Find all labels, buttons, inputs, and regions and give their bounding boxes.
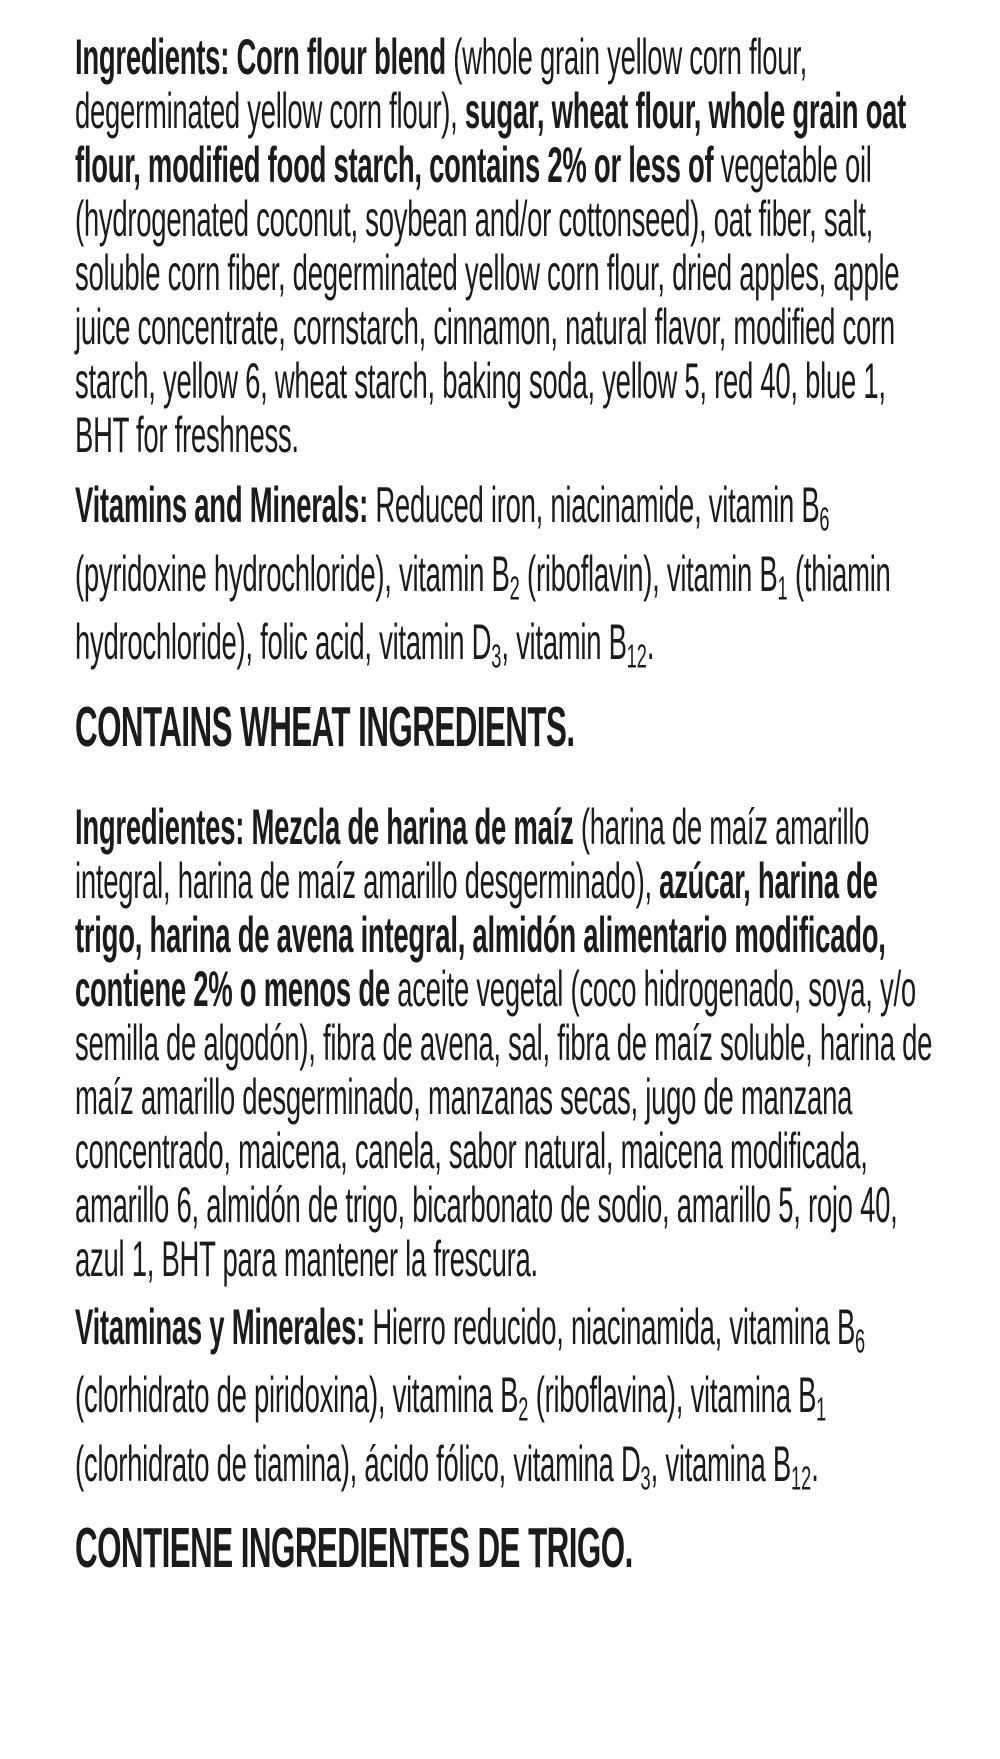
bold-text-run: Vitamins and Minerals:	[75, 477, 376, 533]
bold-text-run: azúcar, harina de trigo, harina de avena integral, almidón alimentario modificado, contiene 2% o menos de	[75, 852, 886, 1017]
text-run: (whole grain yellow corn flour, degerminated yellow corn flour),	[75, 29, 808, 139]
text-run: vegetable oil (hydrogenated coconut, soybean and/or cottonseed), oat fiber, salt, soluble corn fiber, degerminated yellow corn flour, dried apples, apple juice concentrate, cornstarch, cinnamon, natural flavor, modified corn starch, yellow 6, wheat starch, baking soda, yellow 5, red 40, blue 1, BHT for freshness.	[75, 137, 900, 463]
vitamin-subscript: 6	[819, 500, 830, 538]
text-run: (thiamin hydrochloride), folic acid, vitamin D	[75, 545, 891, 671]
vitamin-subscript: 1	[816, 1390, 827, 1428]
text-run: aceite vegetal (coco hidrogenado, soya, y/o semilla de algodón), fibra de avena, sal, fibra de maíz soluble, harina de maíz amarillo desgerminado, manzanas secas, jugo de manzana concentrado, maicena, canela, sabor natural, maicena modificada, amarillo 6, almidón de trigo, bicarbonato de sodio, amarillo 5, rojo 40, azul 1, BHT para mantener la frescura.	[75, 960, 933, 1287]
bold-text-run: sugar, wheat flour, whole grain oat flour, modified food starch, contains 2% or less of	[75, 83, 907, 193]
bold-text-run: Ingredients: Corn flour blend	[75, 29, 454, 85]
allergen-statement-es: CONTIENE INGREDIENTES DE TRIGO.	[75, 1516, 633, 1581]
text-run: , vitamina B	[650, 1435, 791, 1492]
text-run: (riboflavin), vitamin B	[519, 545, 778, 602]
text-run: Reduced iron, niacinamide, vitamin B	[375, 477, 820, 533]
vitamin-subscript: 2	[518, 1390, 529, 1428]
bold-text-run: Vitaminas y Minerales:	[75, 1298, 373, 1355]
vitamin-subscript: 3	[640, 1459, 651, 1497]
vitamin-subscript: 12	[790, 1459, 812, 1497]
vitamin-subscript: 2	[509, 569, 520, 607]
text-run: (riboflavina), vitamina B	[528, 1367, 817, 1424]
paragraph-ingredients-en	[75, 30, 935, 462]
paragraph-ingredients-es	[75, 800, 935, 1286]
vitamin-subscript: 1	[777, 569, 788, 607]
text-run: , vitamin B	[501, 614, 627, 671]
allergen-statement-en: CONTAINS WHEAT INGREDIENTS.	[75, 694, 575, 759]
text-run: .	[811, 1435, 819, 1492]
vitamin-subscript: 6	[855, 1322, 866, 1360]
text-run: Hierro reducido, niacinamida, vitamina B	[372, 1298, 856, 1355]
vitamin-subscript: 3	[491, 637, 502, 675]
text-run: .	[646, 614, 655, 671]
text-run: (clorhidrato de piridoxina), vitamina B	[75, 1367, 519, 1424]
text-run: (pyridoxine hydrochloride), vitamin B	[75, 545, 510, 602]
text-run: (clorhidrato de tiamina), ácido fólico, vitamina D	[75, 1435, 641, 1492]
text-run: (harina de maíz amarillo integral, harina de maíz amarillo desgerminado),	[75, 798, 870, 909]
paragraph-vitamins-minerals-en	[75, 478, 935, 684]
paragraph-vitamins-minerals-es	[75, 1300, 935, 1506]
bold-text-run: Ingredientes: Mezcla de harina de maíz	[75, 798, 581, 855]
vitamin-subscript: 12	[626, 637, 647, 675]
ingredients-label-panel	[75, 30, 935, 1579]
